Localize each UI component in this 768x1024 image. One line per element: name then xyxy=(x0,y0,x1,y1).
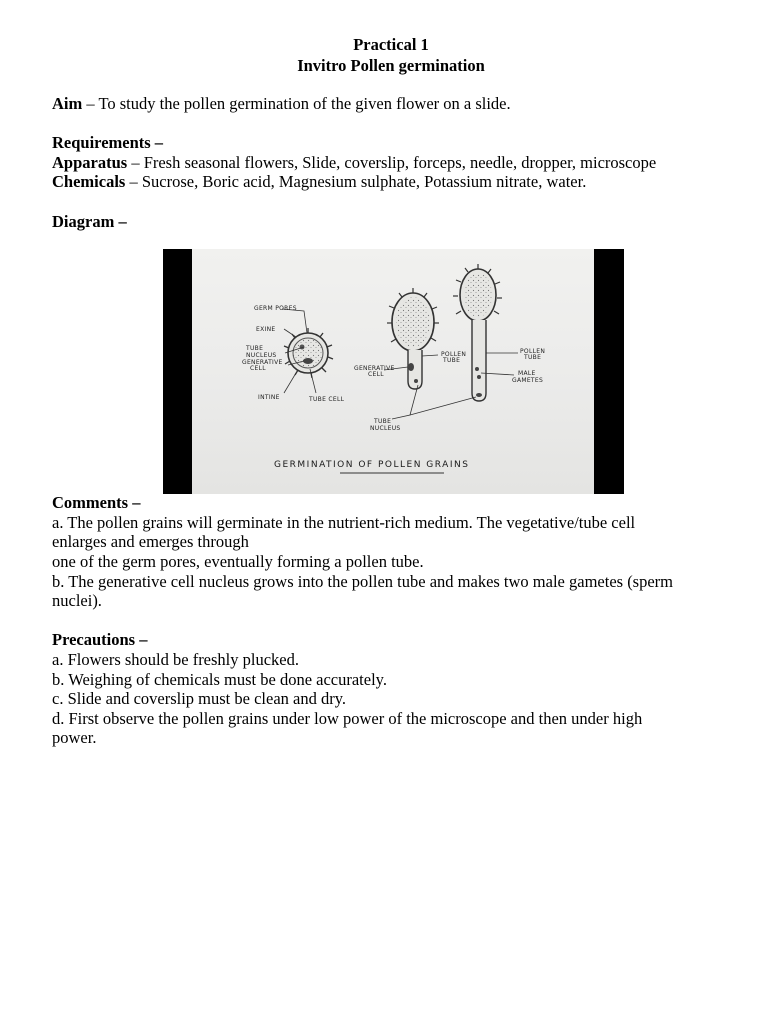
diagram-paper xyxy=(192,249,594,494)
label-generative-cell-1: GENERATIVE xyxy=(242,359,283,366)
requirements-heading-text: Requirements – xyxy=(52,133,164,153)
apparatus-line xyxy=(52,153,742,173)
precautions-heading-text: Precautions – xyxy=(52,630,148,650)
chemicals-line xyxy=(52,172,742,192)
comment-a-line3: one of the germ pores, eventually forming a pollen tube. xyxy=(52,551,424,571)
chemicals-text: – Sucrose, Boric acid, Magnesium sulphate, Potassium nitrate, water. xyxy=(125,172,587,192)
comments-heading-text: Comments – xyxy=(52,493,141,513)
aim-line xyxy=(52,94,742,114)
precaution-item: a. Flowers should be freshly plucked. xyxy=(52,649,299,669)
label-generative-cell-2: CELL xyxy=(250,365,266,372)
pollen-germination-drawing xyxy=(192,249,594,494)
diagram-image xyxy=(163,249,624,494)
label-tube-cell: TUBE CELL xyxy=(309,396,345,403)
label-male-gametes-2: GAMETES xyxy=(512,377,544,384)
precaution-item: d. First observe the pollen grains under low power of the microscope and then under high xyxy=(52,708,643,728)
pollen-grain-left xyxy=(284,328,333,378)
title-block xyxy=(40,34,742,76)
practical-title: Practical 1 xyxy=(353,35,429,54)
label-exine: EXINE xyxy=(256,326,276,333)
precautions-heading xyxy=(52,630,742,650)
comment-a-line2: enlarges and emerges through xyxy=(52,532,249,552)
requirements-heading xyxy=(52,133,742,153)
apparatus-label: Apparatus xyxy=(52,152,128,172)
comment-b-line1: b. The generative cell nucleus grows into the pollen tube and makes two male gametes (sperm xyxy=(52,571,674,591)
label-generative-mid-1: GENERATIVE xyxy=(354,365,395,372)
label-male-gametes-1: MALE xyxy=(518,370,536,377)
label-generative-mid-2: CELL xyxy=(368,371,384,378)
comments-heading xyxy=(52,493,742,513)
chemicals-label: Chemicals xyxy=(52,172,126,192)
label-intine: INTINE xyxy=(258,394,280,401)
label-pollen-tube-right-2: TUBE xyxy=(524,354,542,361)
pollen-grain-right xyxy=(453,264,502,401)
label-tube-nucleus-bottom-1: TUBE xyxy=(374,418,392,425)
label-tube-nucleus-bottom-2: NUCLEUS xyxy=(370,425,401,432)
diagram-heading-text: Diagram – xyxy=(52,211,127,231)
label-pollen-tube-right-1: POLLEN xyxy=(520,348,546,355)
label-tube-nucleus-2: NUCLEUS xyxy=(246,352,277,359)
aim-label: Aim xyxy=(52,94,83,113)
comment-b-line2: nuclei). xyxy=(52,591,102,611)
label-pollen-tube-mid-2: TUBE xyxy=(443,357,461,364)
label-tube-nucleus-1: TUBE xyxy=(246,345,264,352)
comment-a-line1: a. The pollen grains will germinate in the nutrient-rich medium. The vegetative/tube cell xyxy=(52,512,636,532)
precaution-item: c. Slide and coverslip must be clean and dry. xyxy=(52,689,347,709)
apparatus-text: – Fresh seasonal flowers, Slide, coverslip, forceps, needle, dropper, microscope xyxy=(127,152,657,172)
diagram-caption: GERMINATION OF POLLEN GRAINS xyxy=(274,460,470,470)
precaution-item: b. Weighing of chemicals must be done accurately. xyxy=(52,669,387,689)
pollen-grain-middle xyxy=(387,288,439,389)
precaution-item-d-continued: power. xyxy=(52,728,97,748)
aim-text: – To study the pollen germination of the given flower on a slide. xyxy=(82,94,511,113)
label-germ-pores: GERM PORES xyxy=(254,305,297,312)
practical-subtitle: Invitro Pollen germination xyxy=(297,56,485,75)
diagram-heading xyxy=(52,212,742,232)
label-pollen-tube-mid-1: POLLEN xyxy=(441,351,467,358)
